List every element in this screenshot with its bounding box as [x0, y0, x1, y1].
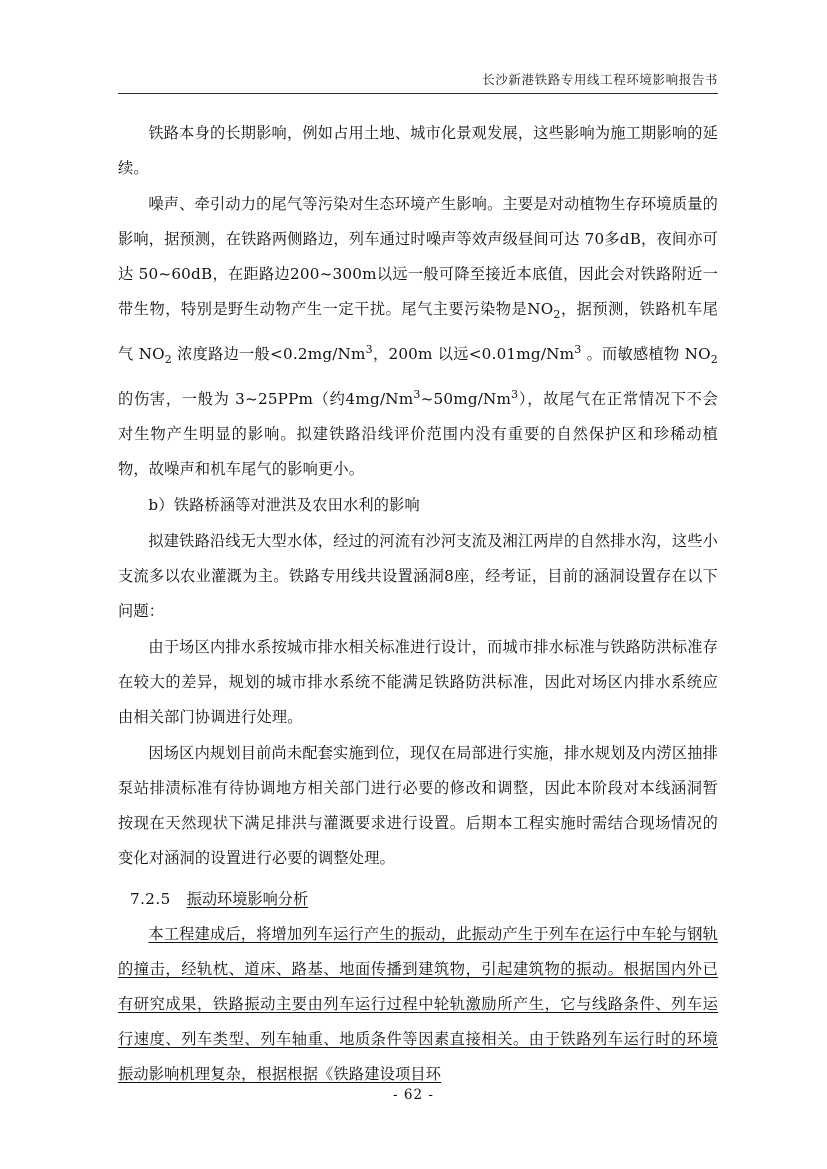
page-content-area — [118, 70, 718, 1093]
paragraph-long-term-impact: 铁路本身的长期影响，例如占用土地、城市化景观发展，这些影响为施工期影响的延续。 — [118, 124, 718, 177]
para2-superscript-2: 3 — [574, 343, 582, 357]
para2-part-d: ，200m 以远<0.01mg/Nm — [372, 345, 575, 364]
para2-part-g: ~50mg/Nm — [420, 390, 512, 409]
para2-subscript-2: 2 — [164, 353, 172, 367]
paragraph-drainage-standard: 由于场区内排水系按城市排水相关标准进行设计，而城市排水标准与铁路防洪标准存在较大的差异，规划的城市排水系统不能满足铁路防洪标准，因此对场区内排水系统应由相关部门协调进行处理。 — [118, 638, 718, 727]
para2-superscript-4: 3 — [511, 388, 519, 402]
para2-part-a: 噪声、牵引动力的尾气等污染对生态环境产生影响。主要是对动植物生存环境质量的影响，据预测，在铁路两侧路边，列车通过时噪声等效声级昼间可达 70多dB，夜间亦可达 50~60dB，在距路边200~300m以远一般可降至接近本底值，因此会对铁路附近一带生物，特别是野生动物产生一定干扰。尾气主要污染物是NO — [118, 195, 718, 318]
header-divider — [118, 93, 718, 94]
para2-subscript-3: 2 — [710, 353, 718, 367]
paragraph-subheading-b: b）铁路桥涵等对泄洪及农田水利的影响 — [148, 496, 420, 515]
section-heading-vibration — [118, 882, 718, 917]
para2-part-b: ，据预测，铁路机车尾气 NO — [118, 300, 718, 364]
page-header — [118, 70, 718, 93]
section-number: 7.2.5 — [130, 890, 171, 909]
document-body — [118, 116, 718, 1092]
paragraph-noise-exhaust-impact — [118, 187, 718, 487]
page-footer — [0, 1087, 827, 1103]
para2-part-e: 。而敏感植物 NO — [581, 345, 711, 364]
running-title: 长沙新港铁路专用线工程环境影响报告书 — [482, 72, 718, 87]
paragraph-planning-status: 因场区内规划目前尚未配套实施到位，现仅在局部进行实施，排水规划及内涝区抽排泵站排渍标准有待协调地方相关部门进行必要的修改和调整，因此本阶段对本线涵洞暂按现在天然现状下满足排洪与灌溉要求进行设置。后期本工程实施时需结合现场情况的变化对涵洞的设置进行必要的调整处理。 — [118, 744, 718, 868]
para2-superscript-1: 3 — [365, 343, 373, 357]
para2-part-c: 浓度路边一般<0.2mg/Nm — [171, 345, 366, 364]
para2-part-f: 的伤害，一般为 3~25PPm（约4mg/Nm — [118, 390, 414, 409]
para2-subscript-1: 2 — [553, 308, 561, 322]
para2-superscript-3: 3 — [413, 388, 421, 402]
para2-part-h: ），故尾气在正常情况下不会对生物产生明显的影响。拟建铁路沿线评价范围内没有重要的自然保护区和珍稀动植物，故噪声和机车尾气的影响更小。 — [118, 390, 718, 479]
paragraph-vibration-analysis: 本工程建成后，将增加列车运行产生的振动，此振动产生于列车在运行中车轮与钢轨的撞击，经轨枕、道床、路基、地面传播到建筑物，引起建筑物的振动。根据国内外已有研究成果，铁路振动主要由列车运行过程中轮轨激励所产生，它与线路条件、列车运行速度、列车类型、列车轴重、地质条件等因素直接相关。由于铁路列车运行时的环境振动影响机理复杂，根据根据《铁路建设项目环 — [118, 925, 718, 1084]
page-number: - 62 - — [393, 1087, 434, 1103]
section-title: 振动环境影响分析 — [186, 890, 309, 909]
paragraph-culvert-overview: 拟建铁路沿线无大型水体，经过的河流有沙河支流及湘江两岸的自然排水沟，这些小支流多以农业灌溉为主。铁路专用线共设置涵洞8座，经考证，目前的涵洞设置存在以下问题： — [118, 532, 718, 621]
